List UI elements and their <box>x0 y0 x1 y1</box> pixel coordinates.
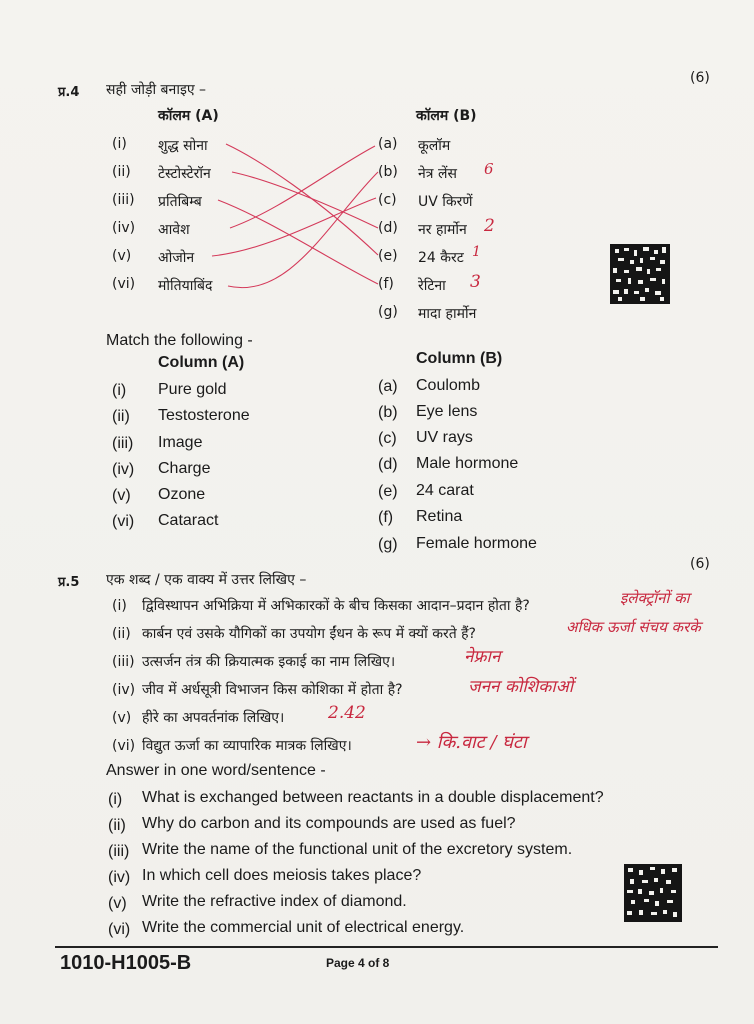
list-item: हीरे का अपवर्तनांक लिखिए। <box>142 710 285 726</box>
list-item: आवेश <box>158 222 190 238</box>
annotation-d: 2 <box>484 216 495 236</box>
q4-marks: (6) <box>690 70 710 86</box>
list-item-number: (i) <box>108 791 123 808</box>
list-item-number: (ii) <box>112 164 131 180</box>
list-item-number: (v) <box>112 487 131 504</box>
list-item-number: (i) <box>112 136 127 152</box>
q4-col-b-hi: कॉलम (B) <box>416 108 477 124</box>
list-item: Retina <box>416 508 463 525</box>
list-item-number: (iv) <box>112 220 136 236</box>
q4-col-b-en: Column (B) <box>416 350 503 367</box>
list-item: UV किरणें <box>418 194 473 210</box>
list-item-number: (iii) <box>112 435 134 452</box>
list-item: In which cell does meiosis takes place? <box>142 867 422 884</box>
list-item-letter: (d) <box>378 456 398 473</box>
list-item-number: (v) <box>108 895 127 912</box>
list-item: Image <box>158 434 203 451</box>
handwritten-answer: जनन कोशिकाओं <box>468 677 574 697</box>
list-item: UV rays <box>416 429 473 446</box>
q4-title-hi: सही जोड़ी बनाइए – <box>106 82 207 98</box>
list-item-number: (vi) <box>112 276 136 292</box>
list-item: Ozone <box>158 486 206 503</box>
list-item-number: (i) <box>112 382 127 399</box>
match-line-i-e <box>226 144 378 255</box>
list-item: उत्सर्जन तंत्र की क्रियात्मक इकाई का नाम लिखिए। <box>142 654 396 670</box>
list-item-number: (iii) <box>108 843 130 860</box>
list-item-letter: (f) <box>378 509 394 526</box>
list-item: मोतियाबिंद <box>158 278 213 294</box>
list-item: प्रतिबिम्ब <box>158 194 202 210</box>
list-item: Charge <box>158 460 211 477</box>
list-item-letter: (b) <box>378 404 398 421</box>
qr-code <box>624 864 682 922</box>
match-line-ii-d <box>232 172 378 228</box>
list-item-number: (iii) <box>112 654 135 670</box>
qr-code <box>610 244 670 304</box>
list-item-letter: (e) <box>378 248 398 264</box>
list-item: नेत्र लेंस <box>418 166 457 182</box>
handwritten-answer: 2.42 <box>328 703 366 723</box>
list-item-letter: (g) <box>378 304 398 320</box>
list-item: Write the name of the functional unit of the excretory system. <box>142 841 573 858</box>
q5-title-en: Answer in one word/sentence - <box>106 762 326 779</box>
page-number: Page 4 of 8 <box>326 956 390 970</box>
list-item-letter: (c) <box>378 430 397 447</box>
list-item: नर हार्मोन <box>418 222 467 238</box>
list-item: टेस्टोस्टेरॉन <box>158 166 211 182</box>
list-item: विद्युत ऊर्जा का व्यापारिक मात्रक लिखिए। <box>142 738 352 754</box>
paper-code: 1010-H1005-B <box>60 952 192 974</box>
list-item: Why do carbon and its compounds are used as fuel? <box>142 815 516 832</box>
annotation-b: 6 <box>484 160 494 178</box>
match-line-v-c <box>212 198 376 256</box>
list-item-letter: (g) <box>378 536 398 553</box>
q5-number: प्र.5 <box>58 575 80 590</box>
q4-number: प्र.4 <box>58 85 80 100</box>
match-line-vi-b <box>228 172 378 288</box>
list-item-number: (vi) <box>112 513 135 530</box>
list-item: Coulomb <box>416 377 481 394</box>
footer-divider <box>55 946 718 948</box>
list-item-letter: (c) <box>378 192 397 208</box>
handwritten-answer: → कि.वाट / घंटा <box>416 732 527 753</box>
list-item: कूलॉम <box>418 138 451 154</box>
list-item-number: (i) <box>112 598 127 614</box>
list-item-number: (v) <box>112 248 132 264</box>
list-item: कार्बन एवं उसके यौगिकों का उपयोग ईंधन के रूप में क्यों करते हैं? <box>142 626 476 642</box>
list-item: ओजोन <box>158 250 195 266</box>
list-item: Male hormone <box>416 455 519 472</box>
list-item: शुद्ध सोना <box>158 138 208 154</box>
list-item: Female hormone <box>416 535 537 552</box>
list-item: द्विविस्थापन अभिक्रिया में अभिकारकों के बीच किसका आदान–प्रदान होता है? <box>142 598 530 614</box>
annotation-f: 3 <box>470 272 481 292</box>
list-item-letter: (b) <box>378 164 398 180</box>
list-item: Write the refractive index of diamond. <box>142 893 407 910</box>
list-item-letter: (a) <box>378 136 398 152</box>
q5-marks: (6) <box>690 556 710 572</box>
list-item: What is exchanged between reactants in a double displacement? <box>142 789 604 806</box>
list-item-letter: (a) <box>378 378 398 395</box>
list-item-number: (iv) <box>112 461 135 478</box>
match-line-iii-f <box>218 200 378 284</box>
list-item: Write the commercial unit of electrical energy. <box>142 919 465 936</box>
list-item-number: (iii) <box>112 192 135 208</box>
list-item-number: (iv) <box>108 869 131 886</box>
list-item-number: (ii) <box>112 626 131 642</box>
list-item: Testosterone <box>158 407 250 424</box>
annotation-e: 1 <box>472 244 481 260</box>
list-item: Pure gold <box>158 381 227 398</box>
handwritten-answer: इलेक्ट्रॉनों का <box>620 589 690 607</box>
list-item-number: (vi) <box>112 738 136 754</box>
list-item-letter: (f) <box>378 276 394 292</box>
list-item: जीव में अर्धसूत्री विभाजन किस कोशिका में होता है? <box>142 682 403 698</box>
list-item-number: (v) <box>112 710 132 726</box>
list-item: 24 carat <box>416 482 474 499</box>
list-item: मादा हार्मोन <box>418 306 477 322</box>
list-item-number: (ii) <box>112 408 130 425</box>
list-item-letter: (e) <box>378 483 398 500</box>
list-item: 24 कैरट <box>418 250 464 266</box>
q4-col-a-hi: कॉलम (A) <box>158 108 219 124</box>
q5-title-hi: एक शब्द / एक वाक्य में उत्तर लिखिए – <box>106 572 307 588</box>
list-item-letter: (d) <box>378 220 398 236</box>
handwritten-answer: अधिक ऊर्जा संचय करके <box>566 618 701 636</box>
list-item-number: (vi) <box>108 921 131 938</box>
q4-col-a-en: Column (A) <box>158 354 245 371</box>
match-title-en: Match the following - <box>106 332 253 349</box>
handwritten-answer: नेफ्रान <box>464 647 501 667</box>
list-item-number: (iv) <box>112 682 136 698</box>
list-item: रेटिना <box>418 278 446 294</box>
list-item-number: (ii) <box>108 817 126 834</box>
list-item: Eye lens <box>416 403 478 420</box>
list-item: Cataract <box>158 512 219 529</box>
